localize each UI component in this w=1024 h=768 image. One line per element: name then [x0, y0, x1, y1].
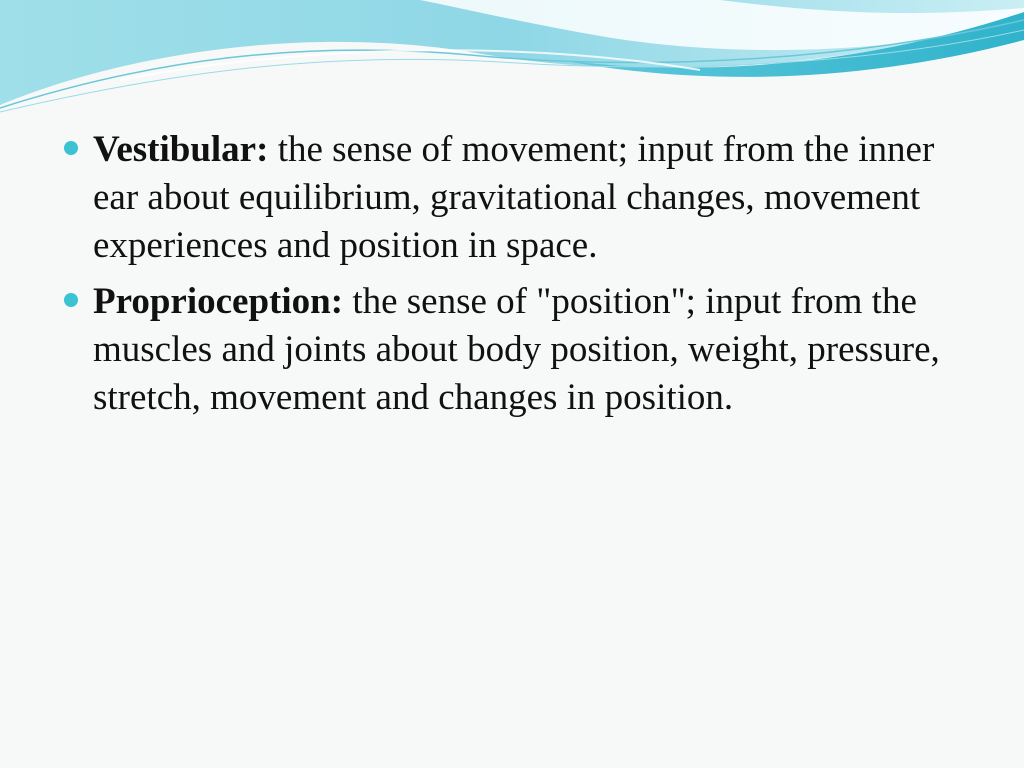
bullet-dot-icon: [64, 293, 78, 307]
bullet-list: [62, 126, 962, 422]
bullet-term: Proprioception:: [93, 281, 344, 322]
bullet-dot-icon: [64, 141, 78, 155]
wave-header-decoration: [0, 0, 1024, 120]
bullet-text: the sense of "position"; input from the muscles and joints about body position, weight, pressure, stretch, movement and changes in position.: [93, 281, 940, 418]
content-area: [62, 126, 962, 430]
bullet-text: the sense of movement; input from the inner ear about equilibrium, gravitational changes, movement experiences and position in space.: [93, 129, 935, 266]
bullet-proprioception: [62, 278, 962, 422]
bullet-vestibular: [62, 126, 962, 270]
bullet-term: Vestibular:: [93, 129, 269, 170]
